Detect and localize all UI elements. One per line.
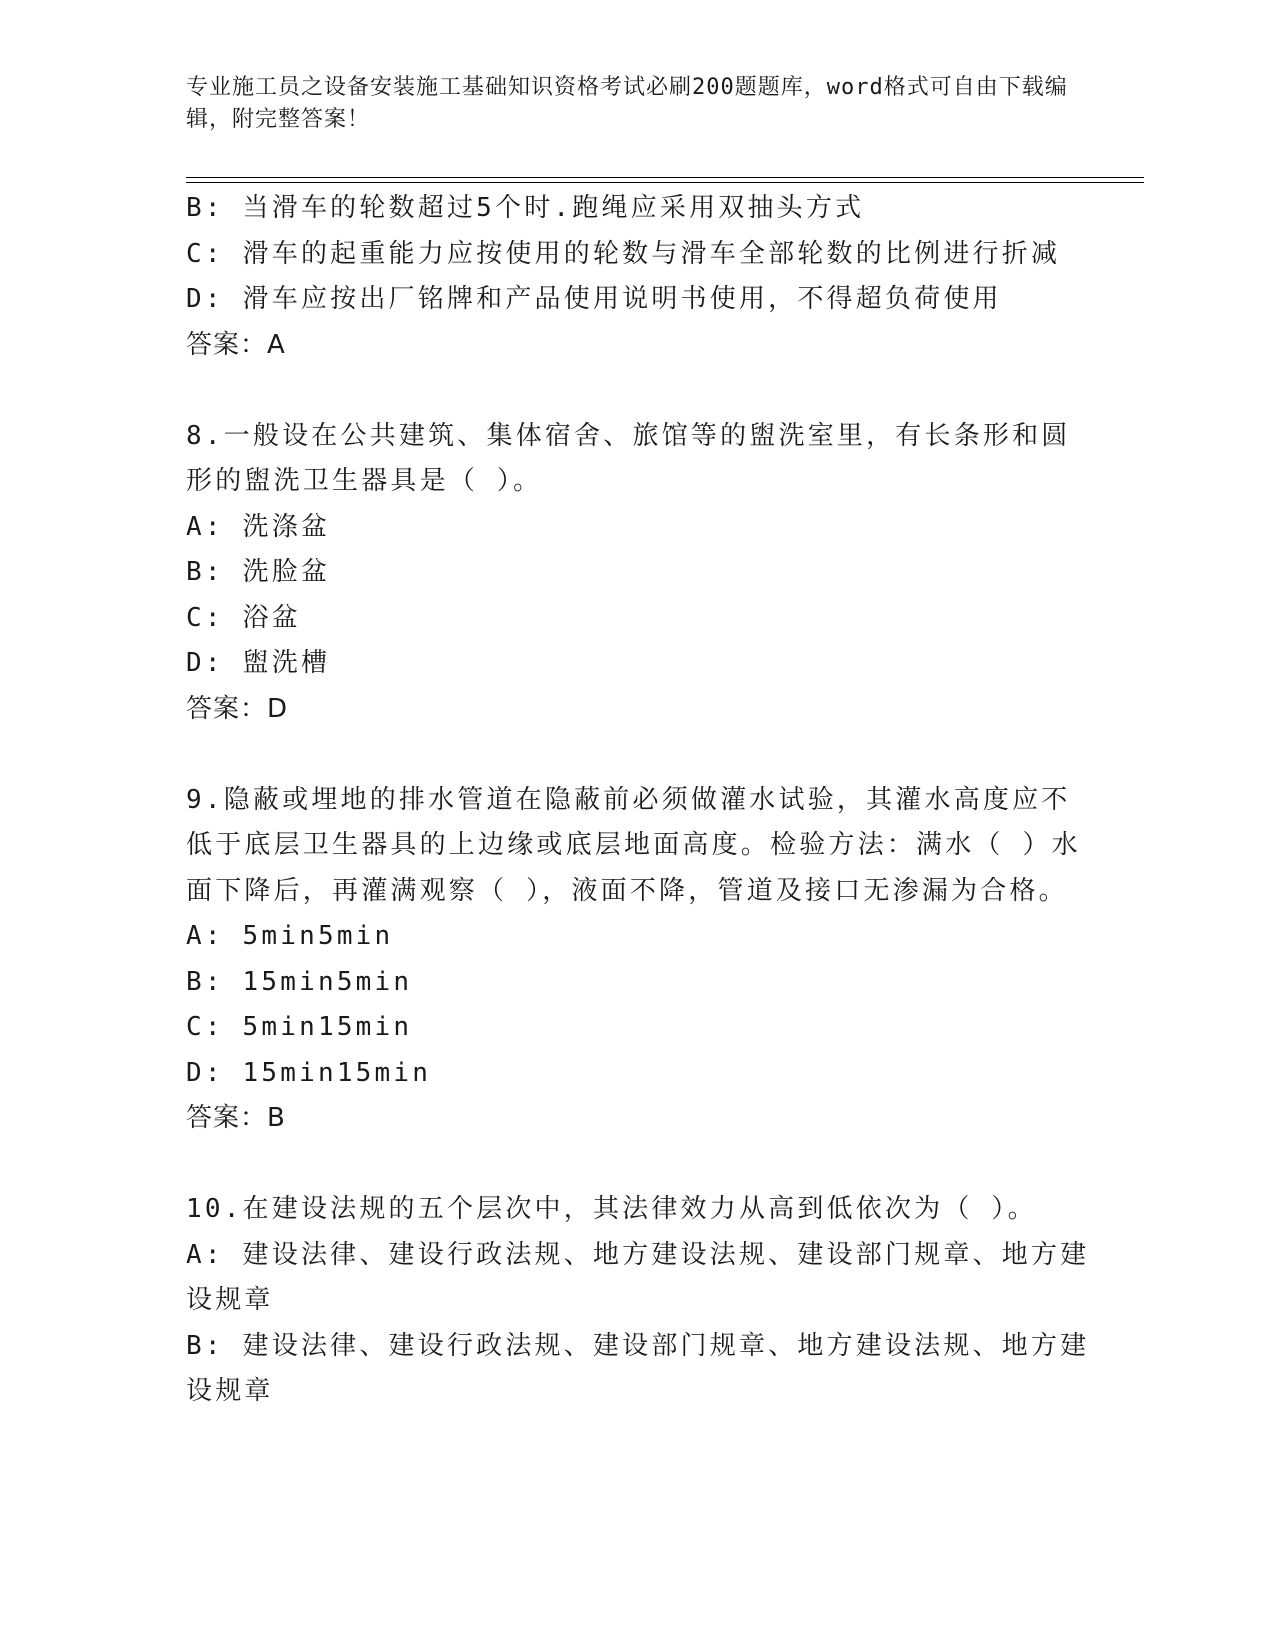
q7-option-c: C: 滑车的起重能力应按使用的轮数与滑车全部轮数的比例进行折减 [186, 238, 1061, 269]
q7-option-b: B: 当滑车的轮数超过5个时.跑绳应采用双抽头方式 [186, 193, 865, 223]
q10-option-a-line1: A: 建设法律、建设行政法规、地方建设法规、建设部门规章、地方建 [186, 1239, 1090, 1270]
q9-stem-line2: 低于底层卫生器具的上边缘或底层地面高度。检验方法：满水（ ）水 [186, 830, 1081, 860]
q9-stem-line1: 9.隐蔽或埋地的排水管道在隐蔽前必须做灌水试验，其灌水高度应不 [186, 784, 1071, 815]
q10-option-b-line1: B: 建设法律、建设行政法规、建设部门规章、地方建设法规、地方建 [186, 1330, 1090, 1361]
q8-answer: 答案：D [186, 693, 289, 724]
q8-option-a: A: 洗涤盆 [186, 511, 331, 542]
q10-option-a-line2: 设规章 [186, 1285, 274, 1315]
header-rule-top [186, 177, 1144, 178]
q8-stem-line2: 形的盥洗卫生器具是（ ）。 [186, 466, 543, 496]
q9-option-a: A: 5min5min [186, 921, 394, 951]
spacer [186, 368, 1066, 414]
document-header: 专业施工员之设备安装施工基础知识资格考试必刷200题题库，word格式可自由下载编辑，附完整答案！ [186, 75, 1068, 132]
q9-option-c: C: 5min15min [186, 1012, 413, 1042]
spacer [186, 1142, 1066, 1188]
q8-option-b: B: 洗脸盆 [186, 557, 331, 587]
q7-answer: 答案：A [186, 329, 286, 360]
q8-stem-line1: 8.一般设在公共建筑、集体宿舍、旅馆等的盥洗室里，有长条形和圆 [186, 420, 1071, 451]
q9-stem-line3: 面下降后，再灌满观察（ ），液面不降，管道及接口无渗漏为合格。 [186, 875, 1068, 906]
q10-stem: 10.在建设法规的五个层次中，其法律效力从高到低依次为（ ）。 [186, 1194, 1037, 1224]
question-list [186, 186, 1090, 1415]
q9-option-b: B: 15min5min [186, 966, 413, 997]
q7-option-d: D: 滑车应按出厂铭牌和产品使用说明书使用，不得超负荷使用 [186, 284, 1002, 314]
spacer [186, 732, 1066, 778]
q9-answer: 答案：B [186, 1103, 286, 1133]
q8-option-c: C: 浴盆 [186, 602, 301, 633]
q10-option-b-line2: 设规章 [186, 1376, 274, 1406]
q8-option-d: D: 盥洗槽 [186, 648, 331, 678]
header-rule-bottom [186, 182, 1144, 183]
q9-option-d: D: 15min15min [186, 1057, 432, 1088]
